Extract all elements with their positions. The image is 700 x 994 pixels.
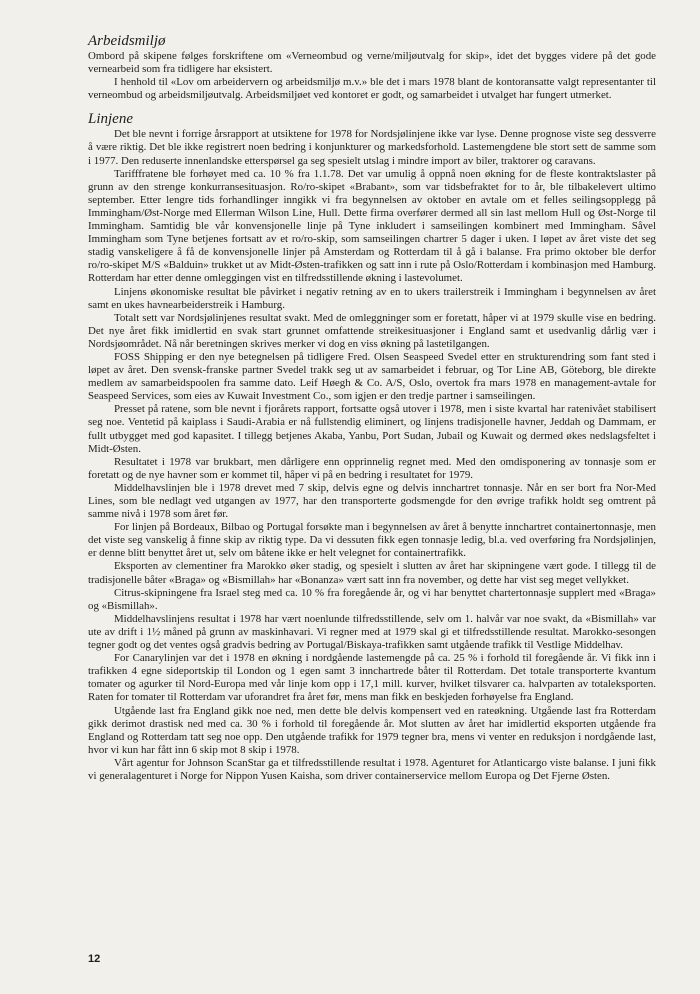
- paragraph: Presset på ratene, som ble nevnt i fjorårets rapport, fortsatte også utover i 1978, men i siste kvartal har ratenivået stabilisert seg noe. Ventetid på kaiplass i Saudi-Arabia er nå fullstendig eliminert, og linjens tradisjonelle havner, Jeddah og Dammam, er fullt utbygget med god kapasitet. I tillegg betjenes Akaba, Yanbu, Port Sudan, Jubail og Kuwait og dermed økes nedslagsfeltet i Midt-Østen.: [88, 403, 656, 455]
- paragraph: Vårt agentur for Johnson ScanStar ga et tilfredsstillende resultat i 1978. Agenturet for Atlanticargo viste balanse. I juni fikk vi generalagenturet i Norge for Nippon Yusen Kaisha, som driver containerservice mellom Europa og Det Fjerne Østen.: [88, 756, 656, 782]
- paragraph: Middelhavslinjen ble i 1978 drevet med 7 skip, delvis egne og delvis innchartret tonnasje. Når en ser bort fra Nor-Med Lines, som ble nedlagt ved utgangen av 1977, har den transporterte godsmengde for den øvrige trafikk holdt seg omtrent på samme nivå i 1978 som året før.: [88, 481, 656, 521]
- paragraph: Det ble nevnt i forrige årsrapport at utsiktene for 1978 for Nordsjølinjene ikke var lyse. Denne prognose viste seg dessverre å være riktig. Det ble ikke registrert noen bedring i konjunkturer og markedsforhold. Lastemengdene ble stort sett de samme som i 1977. Den reduserte innenlandske etterspørsel ga seg spesielt utslag i mindre import av biler, traktorer og caravans.: [88, 128, 656, 167]
- paragraph: Middelhavslinjens resultat i 1978 har vært noenlunde tilfredsstillende, selv om 1. halvår var noe svakt, da «Bismillah» var ute av drift i 1½ måned på grunn av maskinhavari. Vi regner med at 1979 skal gi et tilfredsstillende resultat. Marokko-sesongen tegner godt og det ventes også gradvis bedring av Portugal/Biskaya-trafikken samt utgående trafikk til Vestlige Middelhav.: [88, 612, 656, 652]
- paragraph: Tarifffratene ble forhøyet med ca. 10 % fra 1.1.78. Det var umulig å oppnå noen økning for de fleste kontraktslaster på grunn av den strenge konkurransesituasjon. Ro/ro-skipet «Brabant», som var tidsbefraktet for to år, ble tilbakelevert ultimo september. Etter lengre tids forhandlinger inngikk vi fra begynnelsen av oktober en avtale om et felles seilingsopplegg på Immingham/Øst-Norge med Ellerman Wilson Line, Hull. Dette firma overfører dermed all sin last mellom Hull og Øst-Norge til Immingham. Samtidig ble vår konvensjonelle linje på Tyne inkludert i samseilingen kombinert med Immingham. Såvel Immingham som Tyne betjenes fortsatt av et ro/ro-skip, som samseilingen chartrer 5 dager i uken. I løpet av året viste det seg stadig vanskeligere å få de konvensjonelle linjer på Amsterdam og Rotterdam til å gå i balanse. Fra primo oktober ble derfor ro/ro-skipet M/S «Balduin» trukket ut av Midt-Østen-trafikken og satt inn i rute på Oslo/Rotterdam i kombinasjon med Hamburg. Rotterdam har etter denne omleggingen vist en tilfredsstillende økning i lastevolumet.: [88, 167, 656, 285]
- paragraph: FOSS Shipping er den nye betegnelsen på tidligere Fred. Olsen Seaspeed Svedel etter en strukturendring som fant sted i løpet av året. Den svensk-franske partner Svedel trakk seg ut av samarbeidet i februar, og Tor Line AB, Göteborg, ble direkte medlem av samarbeidspoolen fra samme dato. Leif Høegh & Co. A/S, Oslo, overtok fra mars 1978 en management-avtale for Seaspeed Services, som eies av Kuwait Investment Co., som igjen er den tredje partner i samseilingen.: [88, 350, 656, 403]
- paragraph: Totalt sett var Nordsjølinjenes resultat svakt. Med de omleggninger som er foretatt, håper vi at 1979 skulle vise en bedring. Det nye året fikk imidlertid en svak start grunnet omfattende streikesituasjoner i England samt et usedvanlig dårlig vær i Nordsjøområdet. Nå når beretningen skrives merker vi dog en viss økning på lastetilgangen.: [88, 311, 656, 350]
- paragraph: Eksporten av clementiner fra Marokko øker stadig, og spesielt i slutten av året har skipningene vært gode. I tillegg til de tradisjonelle båter «Braga» og «Bismillah» har «Bonanza» vært satt inn fra november, og dette har vist seg meget vellykket.: [88, 560, 656, 586]
- paragraph: Linjens økonomiske resultat ble påvirket i negativ retning av en to ukers trailerstreik i Immingham i begynnelsen av året samt en ukes havnearbeiderstreik i Hamburg.: [88, 285, 656, 311]
- section-heading-arbeidsmiljo: Arbeidsmiljø: [88, 33, 166, 49]
- paragraph: For linjen på Bordeaux, Bilbao og Portugal forsøkte man i begynnelsen av året å benytte innchartret containertonnasje, men det viste seg vanskelig å finne skip av riktig type. Da vi dessuten fikk egen tonnasje ledig, bl.a. ved overføring fra Nordsjølinjen, er denne blitt benyttet året ut, selv om båtene ikke er helt velegnet for containertrafikk.: [88, 521, 656, 560]
- paragraph: I henhold til «Lov om arbeidervern og arbeidsmiljø m.v.» ble det i mars 1978 blant de kontoransatte valgt representanter til verneombud og arbeidsmiljøutvalg. Arbeidsmiljøet ved kontoret er godt, og samarbeidet i utvalget har fungert utmerket.: [88, 76, 656, 102]
- paragraph: For Canarylinjen var det i 1978 en økning i nordgående lastemengde på ca. 25 % i forhold til foregående år. Vi fikk inn i trafikken 4 egne sideportskip til London og 1 egen samt 3 innchartrede båter til Rotterdam. Det totale transporterte kvantum tomater og agurker til Nord-Europa med vår linje kom opp i 17,1 mill. kurver, hvilket tilsvarer ca. halvparten av totaleksporten. Raten for tomater til Rotterdam var uforandret fra året før, mens man fikk en beskjeden forhøyelse fra England.: [88, 652, 656, 704]
- paragraph: Ombord på skipene følges forskriftene om «Verneombud og verne/miljøutvalg for skip», idet det bygges videre på det gode vernearbeid som fra tidligere har eksistert.: [88, 50, 656, 76]
- paragraph: Utgående last fra England gikk noe ned, men dette ble delvis kompensert ved en rateøkning. Utgående last fra Rotterdam gikk derimot drastisk ned med ca. 30 % i forhold til foregående år. Mot slutten av året har imidlertid eksporten utgående fra England og Rotterdam tatt seg noe opp. Den utgående trafikk for 1979 tegner bra, mens vi venter en reduksjon i nordgående last, hvor vi kun har fått inn 6 skip mot 8 skip i 1978.: [88, 704, 656, 756]
- section-heading-linjene: Linjene: [88, 111, 133, 128]
- paragraph: Resultatet i 1978 var brukbart, men dårligere enn opprinnelig regnet med. Med den omdisponering av tonnasje som er foretatt og de nye havner som er kommet til, håper vi på en bedring i resultatet for 1979.: [88, 455, 656, 481]
- paragraph: Citrus-skipningene fra Israel steg med ca. 10 % fra foregående år, og vi har benyttet chartertonnasje supplert med «Braga» og «Bismillah».: [88, 586, 656, 612]
- page-number: 12: [88, 953, 101, 965]
